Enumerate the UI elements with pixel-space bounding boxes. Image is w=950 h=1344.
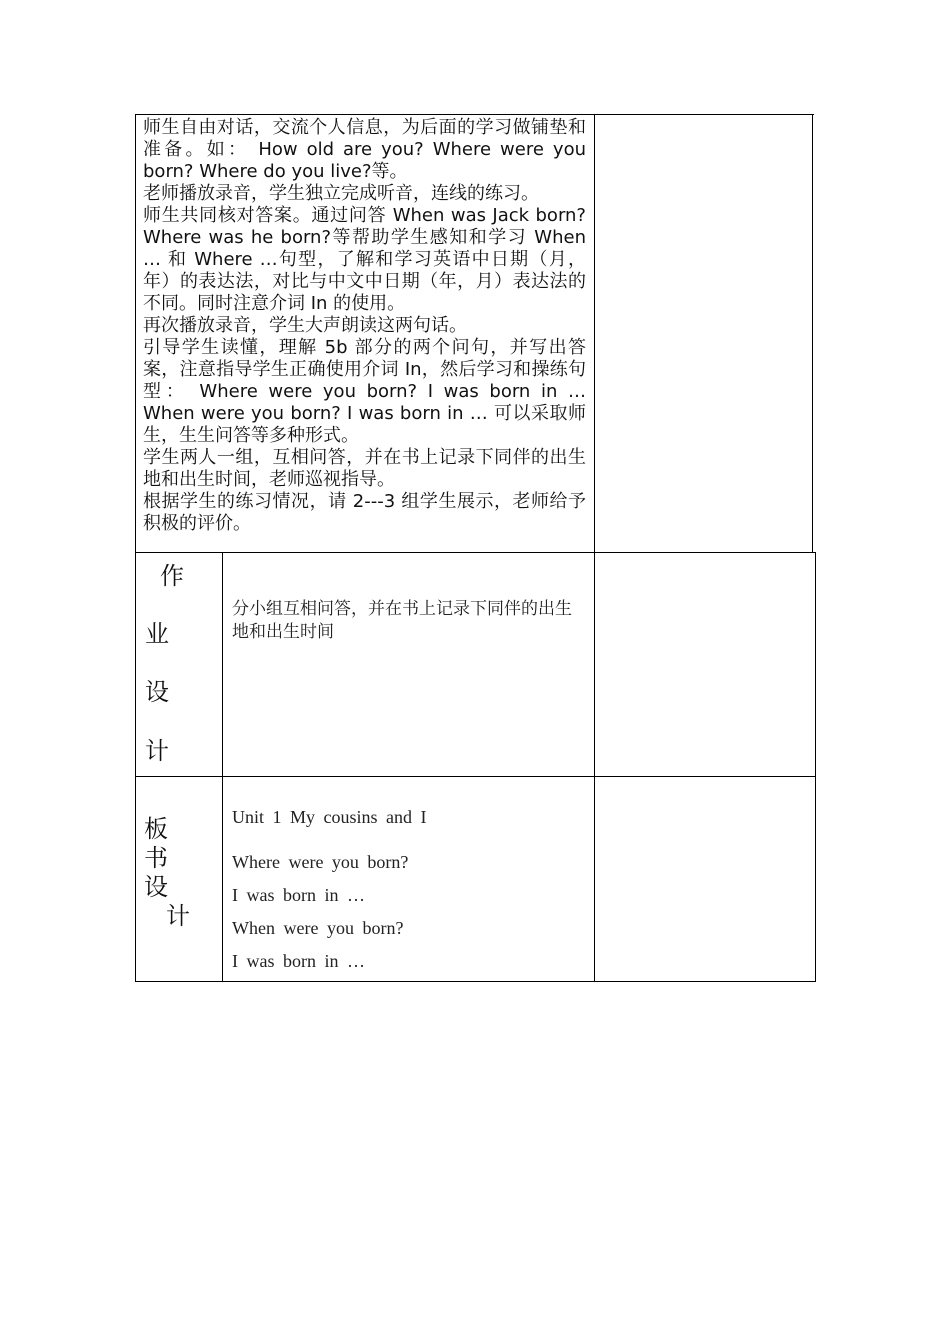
procedure-paragraph: 师生共同核对答案。通过问答 When was Jack born? Where was he born?等帮助学生感知和学习 When … 和 Where …句型，了解和学习英语中日期（月，年）的表达法，对比与中文中日期（年，月）表达法的不同。同时注意介词 In 的使用。 xyxy=(143,205,586,314)
homework-content: 分小组互相问答，并在书上记录下同伴的出生地和出生时间 xyxy=(232,599,572,642)
row-divider-2 xyxy=(135,776,816,777)
homework-label-char: 计 xyxy=(145,737,169,765)
left-border xyxy=(135,114,136,982)
board-label-char: 设 xyxy=(144,873,168,901)
procedure-paragraph: 师生自由对话，交流个人信息，为后面的学习做铺垫和准备。如： How old are you? Where were you born? Where do you live?等。 xyxy=(143,117,586,182)
board-label-char: 板 xyxy=(144,815,168,843)
homework-label-char: 业 xyxy=(145,620,169,648)
board-line: I was born in … xyxy=(232,885,365,905)
board-line: Where were you born? xyxy=(232,852,409,872)
top-border xyxy=(135,114,814,115)
label-column-divider xyxy=(222,552,223,982)
board-title: Unit 1 My cousins and I xyxy=(232,807,427,827)
procedure-paragraph: 根据学生的练习情况，请 2---3 组学生展示，老师给予积极的评价。 xyxy=(143,491,586,534)
board-line: When were you born? xyxy=(232,918,404,938)
right-border-lower xyxy=(815,552,816,982)
procedure-paragraph: 引导学生读懂，理解 5b 部分的两个问句，并写出答案，注意指导学生正确使用介词 In，然后学习和操练句型： Where were you born? I was born in … When were you born? I was born in … 可以采取师生，生生问答等多种形式。 xyxy=(143,337,586,446)
homework-label-char: 设 xyxy=(145,678,169,706)
board-label-char: 书 xyxy=(144,844,168,872)
teaching-procedure-cell xyxy=(143,117,586,547)
procedure-paragraph: 老师播放录音，学生独立完成听音，连线的练习。 xyxy=(143,183,539,204)
bottom-border xyxy=(135,981,816,982)
board-line: I was born in … xyxy=(232,951,365,971)
procedure-paragraph: 再次播放录音，学生大声朗读这两句话。 xyxy=(143,315,467,336)
procedure-paragraph: 学生两人一组，互相问答，并在书上记录下同伴的出生地和出生时间，老师巡视指导。 xyxy=(143,447,586,490)
notes-column-divider xyxy=(594,114,595,982)
board-label-char: 计 xyxy=(166,902,190,930)
row-divider-1 xyxy=(135,552,816,553)
homework-label-char: 作 xyxy=(160,562,184,590)
right-border-upper xyxy=(812,114,813,553)
